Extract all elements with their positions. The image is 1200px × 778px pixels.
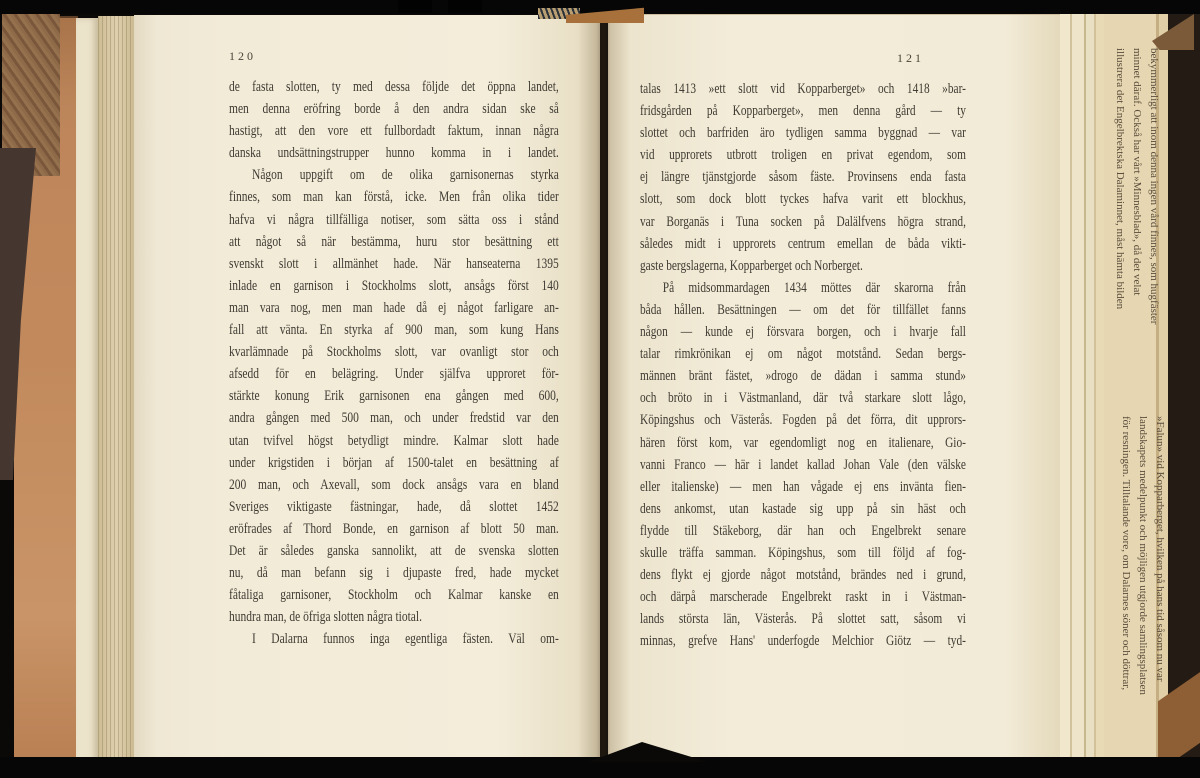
text-line: ej längre tjänstgjorde såsom fäste. Provinsens enda fasta [640,169,966,186]
text-line: 200 man, och Axevall, som dock ansågs vara en bland [229,476,559,493]
text-line: vid upprorets utbrott troligen en privat egendom, som [640,147,966,164]
binding-tab-1 [398,0,432,13]
text-line: således midt i upprorets centrum emellan de båda vikti- [640,235,966,252]
text-line: någon — kunde ej försvara borgen, och i hvarje fall [640,324,966,341]
text-line: På midsommardagen 1434 möttes där skarorna från [640,279,966,296]
left-page-text [229,76,559,650]
text-line: finnes, som man kan förstå, icke. Men från olika tider [229,189,559,206]
text-line: skulle träffa samman. Köpingshus, som till följd af fog- [640,544,966,561]
text-line: svenskt slott i allmänhet hade. När hanseaterna 1395 [229,255,559,272]
page-number-right: 121 [897,51,924,65]
right-page-text [640,78,966,652]
text-line: minnet däraf. Också har vårt »Minnesblad», då det velat [1131,48,1143,296]
text-line: stärkte konung Erik garnisonen ena gången med 600, [229,388,559,405]
bent-page-rotated-text [1096,8,1170,773]
binding-tab-2 [448,0,482,13]
text-line: slottet och barfriden äro tydligen samma byggnad — var [640,125,966,142]
text-line: man vara nog, men man hade då ej något farligare an- [229,299,559,316]
text-line: vanni Franco — här i landet kallad Johan Vale (den välske [640,456,966,473]
text-line: hafva vi några tillfälliga notiser, som sätta oss i stånd [229,211,559,228]
text-line: lands största län, Västerås. På slottet satt, såsom vi [640,611,966,628]
text-line: fåtaliga garnisoner, Stockholm och Kalmar kanske en [229,587,559,604]
text-line: minnas, grefve Hans' underfogde Melchior Giötz — tyd- [640,633,966,650]
text-line: inlade en garnison i Stockholms slott, ansågs först 140 [229,277,559,294]
text-line: fridsgården på Kopparberget», men denna gård — ty [640,103,966,120]
edge-text-block-2 [1117,416,1168,695]
text-line: flydde till Stäkeborg, där han och Engelbrekt senare [640,522,966,539]
text-line: hastigt, att den vore ett fullbordadt faktum, innan några [229,123,559,140]
text-line: kvarlämnade på Stockholms slott, var ovanligt stor och [229,344,559,361]
text-line: för resningen. Tilltalande vore, om Dalarnes söner och döttrar, [1120,416,1132,691]
text-line: fall att vänta. En styrka af 900 man, som kung Hans [229,322,559,339]
text-line: eröfrades af Thord Bonde, en garnison af blott 50 man. [229,520,559,537]
text-line: talar rimkrönikan ej om något motstånd. Sedan bergs- [640,346,966,363]
text-line: och därpå marscherade Engelbrekt raskt in i Västman- [640,589,966,606]
text-line: utan tvifvel högst betydligt mindre. Kalmar slott hade [229,432,559,449]
text-line: illustrera det Engelbrektska Dalaminnet, måst hämta bilden [1114,48,1126,310]
previous-page-edge [76,18,100,764]
gutter-shadow [578,13,630,763]
text-line: båda hållen. Besättningen — om det för tillfället fanns [640,301,966,318]
right-page [608,13,1060,762]
text-line: men denna eröfring borde å den andra sidan ske så [229,101,559,118]
text-line: Sveriges viktigaste fästningar, hade, då slottet 1452 [229,498,559,515]
text-line: Det är således ganska sannolikt, att de svenska slotten [229,542,559,559]
text-line: »Falun» vid Kopparberget, hvilken på hans tid såsom nu var [1154,416,1166,682]
text-line: männen bränt fästet, »drogo de dädan i samma stund» [640,368,966,385]
page-stack-edge-left [98,16,134,764]
text-line: de fasta slotten, ty med dessa följde det öppna landet, [229,79,559,95]
page-number-left: 120 [229,49,256,63]
text-line: hundra man, de öfriga slotten några tiotal. [229,609,422,626]
text-line: talas 1413 »ett slott vid Kopparberget» och 1418 »bar- [640,81,966,97]
text-line: slott, som dock blott tyckes hafva varit ett blockhus, [640,191,966,208]
text-line: under krigstiden i början af 1500-talet en besättning af [229,454,559,471]
text-line: bekymmerligt att inom denna ingen vård finnes, som hugfäster [1148,48,1160,325]
text-line: andra gången med 500 man, och under fredstid var den [229,410,559,427]
text-line: eller italienske) — men han vågade ej ens invänta fien- [640,478,966,495]
page-stack-edge-right [1058,12,1098,764]
text-line: I Dalarna funnos inga egentliga fästen. Väl om- [229,631,559,648]
text-line: gaste bergslagerna, Kopparberget och Norberget. [640,257,863,274]
edge-text-block-1 [1111,48,1162,324]
text-line: och bröto in i Västmanland, där två starkare slott lågo, [640,390,966,407]
text-line: var Borganäs i Tuna socken på Dalälfvens högra strand, [640,213,966,230]
book-cover-edge-right [1168,0,1200,778]
text-line: dens flykt ej gjorde något motstånd, brändes ned i grund, [640,567,966,584]
text-line: afsedd för en belägring. Under själfva upproret för- [229,366,559,383]
text-line: Någon uppgift om de olika garnisonernas styrka [229,167,559,184]
text-line: nu, då man befann sig i djupaste fred, hade mycket [229,565,559,582]
text-line: landskapets medelpunkt och möjligen utgjorde samlingsplatsen [1137,416,1149,695]
text-line: danska undsättningstrupper hunno komma in i landet. [229,145,559,162]
left-page [134,15,600,763]
text-line: Köpingshus och Västerås. Fogden på det förra, dit upprors- [640,412,966,429]
text-line: att något så när bestämma, huru stor besättning ett [229,233,559,250]
text-line: hären först kom, var egendomligt nog en italienare, Gio- [640,434,966,451]
text-line: dens ankomst, utan kastade sig upp på sin häst och [640,500,966,517]
